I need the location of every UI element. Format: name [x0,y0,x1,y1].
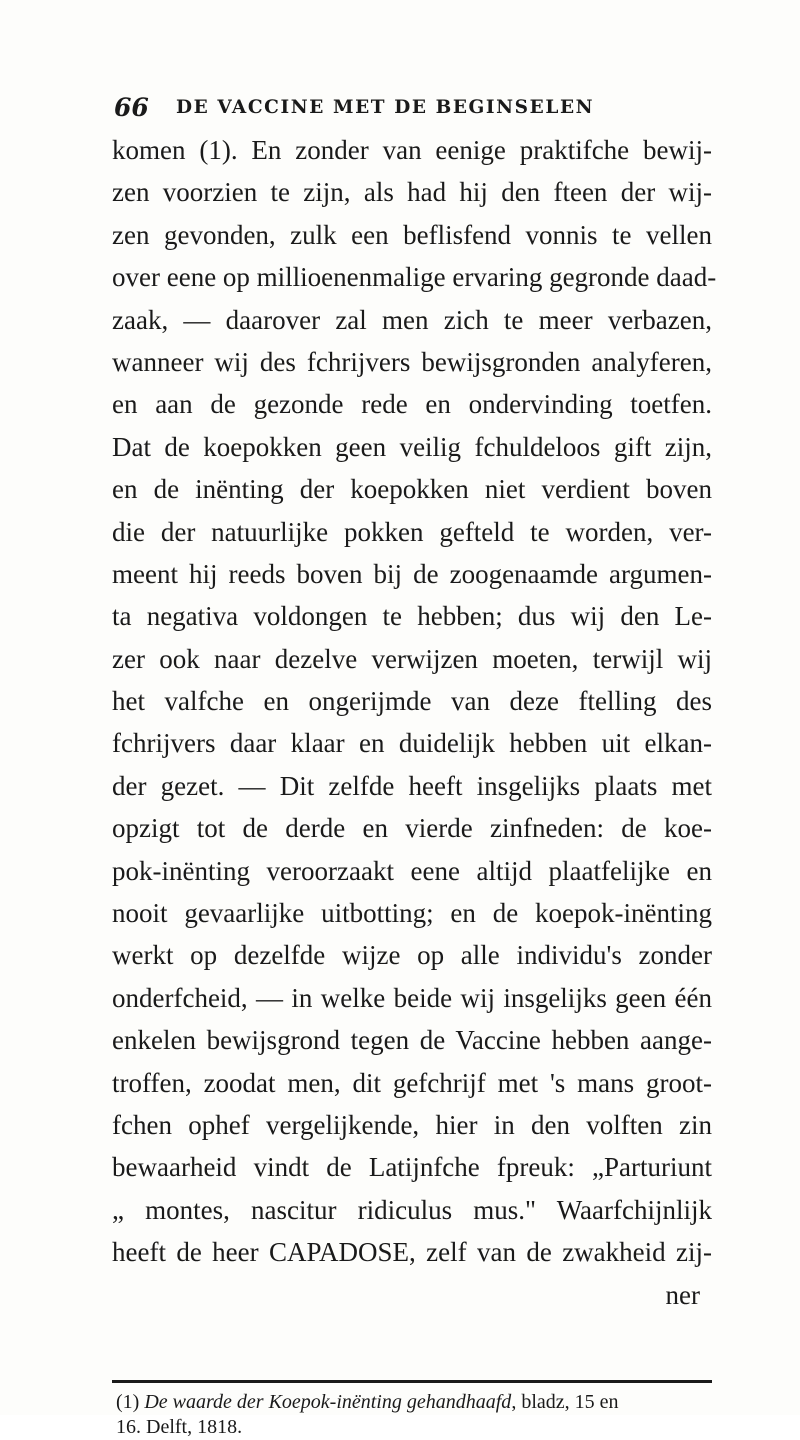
page-number: 66 [114,93,149,122]
text-line: fchrijvers daar klaar en duidelijk hebben uit elkan- [112,728,712,759]
footnote-ref-line2: 16. Delft, 1818. [116,1416,243,1438]
footnote-title: De waarde der Koepok-inënting gehandhaafd [144,1391,512,1413]
text-line: ta negativa voldongen te hebben; dus wij den Le- [112,601,712,632]
text-line: die der natuurlijke pokken gefteld te worden, ver- [112,516,712,547]
text-line: zer ook naar dezelve verwijzen moeten, terwijl wij [112,643,712,674]
body-text [112,129,717,1316]
footnote-rule [112,1380,712,1383]
footnote [116,1390,716,1440]
text-line: fchen ophef vergelijkende, hier in den volften zin [112,1109,712,1140]
running-head [114,92,694,124]
text-line: nooit gevaarlijke uitbotting; en de koepok-inënting [112,898,712,929]
text-line: het valfche en ongerijmde van deze ftelling des [112,686,712,717]
text-line: bewaarheid vindt de Latijnfche fpreuk: „Parturiunt [112,1152,712,1183]
text-line: werkt op dezelfde wijze op alle individu's zonder [112,940,712,971]
text-line: heeft de heer CAPADOSE, zelf van de zwakheid zij- [112,1237,712,1268]
footnote-marker: (1) [116,1391,140,1413]
text-line: opzigt tot de derde en vierde zinfneden: de koe- [112,813,712,844]
text-line: meent hij reeds boven bij de zoogenaamde argumen- [112,558,712,589]
text-line: troffen, zoodat men, dit gefchrijf met 's mans groot- [112,1067,712,1098]
text-line: pok-inënting veroorzaakt eene altijd plaatfelijke en [112,855,712,886]
text-line: zaak, — daarover zal men zich te meer verbazen, [112,304,712,335]
text-line: wanneer wij des fchrijvers bewijsgronden analyferen, [112,346,712,377]
text-line: en de inënting der koepokken niet verdient boven [112,474,712,505]
running-title: DE VACCINE MET DE BEGINSELEN [176,97,595,118]
text-line: enkelen bewijsgrond tegen de Vaccine hebben aange- [112,1025,712,1056]
text-line: en aan de gezonde rede en ondervinding toetfen. [112,389,712,420]
text-line: zen voorzien te zijn, als had hij den fteen der wij- [112,177,712,208]
text-line: „ montes, nascitur ridiculus mus." Waarfchijnlijk [112,1194,712,1225]
footnote-ref: , bladz, 15 en [511,1391,619,1413]
text-line: der gezet. — Dit zelfde heeft insgelijks plaats met [112,770,712,801]
text-line: zen gevonden, zulk een beflisfend vonnis te vellen [112,219,712,250]
text-line: Dat de koepokken geen veilig fchuldeloos gift zijn, [112,431,712,462]
text-line: onderfcheid, — in welke beide wij insgelijks geen één [112,982,712,1013]
text-line: komen (1). En zonder van eenige praktifche bewij- [112,135,712,165]
text-line: over eene op millioenenmalige ervaring gegronde daad- [112,262,717,293]
catchword: ner [665,1279,700,1310]
